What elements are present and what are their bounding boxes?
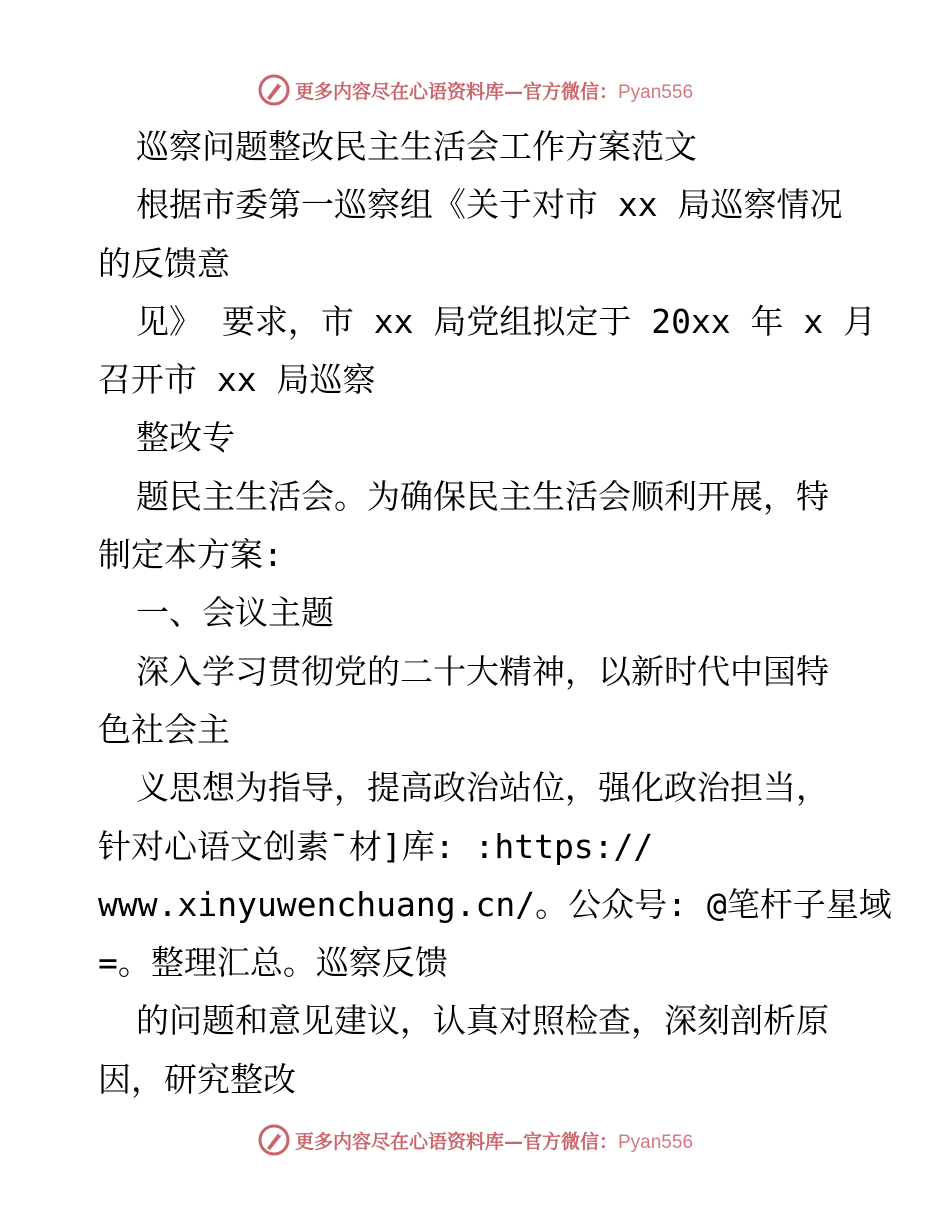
banner-wechat-id: Pyan556 [618, 81, 694, 103]
document-line: 见》 要求，市 xx 局党组拟定于 20xx 年 x 月 [136, 301, 877, 341]
header-banner [0, 70, 950, 110]
document-line: 色社会主 [98, 709, 230, 749]
document-line: 题民主生活会。为确保民主生活会顺利开展，特 [136, 476, 829, 516]
document-line: 深入学习贯彻党的二十大精神，以新时代中国特 [136, 651, 829, 691]
document-body [98, 118, 892, 1109]
document-line: 针对心语文创素¯材]库: :https:// [98, 826, 654, 866]
banner-slogan: 更多内容尽在心语资料库—官方微信： [294, 1130, 618, 1153]
banner-slogan: 更多内容尽在心语资料库—官方微信： [294, 80, 618, 103]
document-line: 制定本方案: [98, 535, 283, 575]
document-line: 义思想为指导，提高政治站位，强化政治担当， [136, 768, 829, 808]
document-line: =。整理汇总。巡察反馈 [98, 943, 448, 983]
document-line: www.xinyuwenchuang.cn/。公众号: @笔杆子星域 [98, 884, 892, 924]
document-line: 因，研究整改 [98, 1059, 296, 1099]
pen-logo-icon [257, 73, 291, 107]
document-line: 根据市委第一巡察组《关于对市 xx 局巡察情况 [136, 185, 843, 225]
document-line: 整改专 [136, 418, 235, 458]
document-line: 的反馈意 [98, 243, 230, 283]
document-line: 召开市 xx 局巡察 [98, 360, 376, 400]
document-line: 的问题和意见建议，认真对照检查，深刻剖析原 [136, 1001, 829, 1041]
document-title: 巡察问题整改民主生活会工作方案范文 [136, 127, 697, 166]
banner-text [295, 1127, 693, 1154]
section-heading: 一、会议主题 [136, 593, 334, 633]
pen-logo-icon [257, 1123, 291, 1157]
banner-wechat-id: Pyan556 [618, 1131, 694, 1153]
banner-text [295, 77, 693, 104]
footer-banner [0, 1120, 950, 1160]
